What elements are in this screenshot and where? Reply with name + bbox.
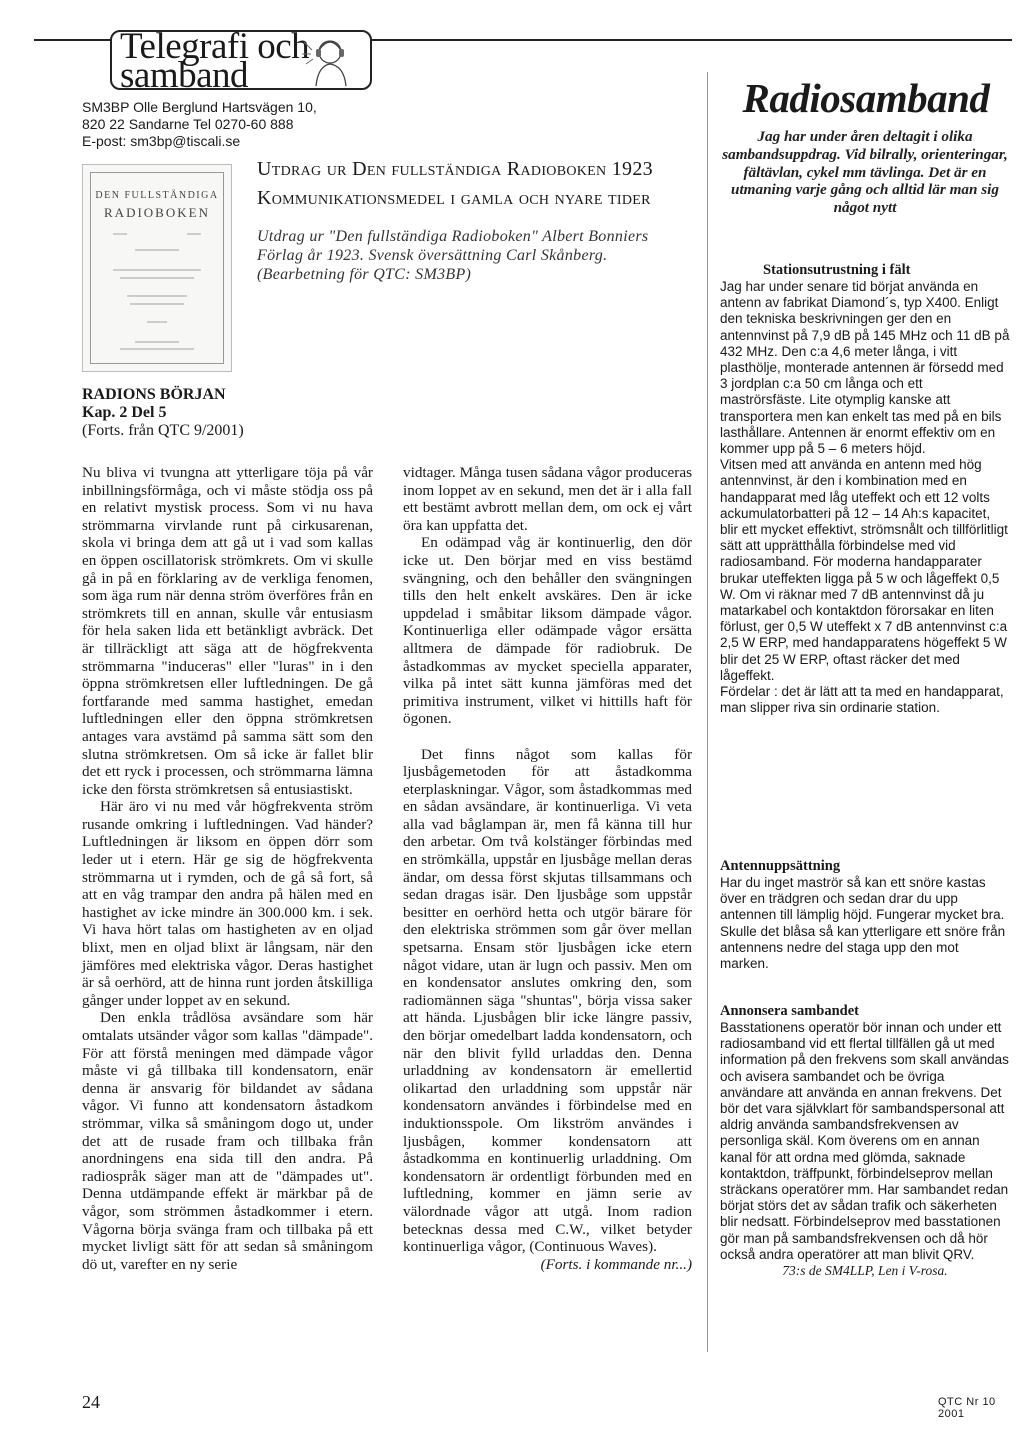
- column-divider: [707, 72, 708, 1352]
- sidebar-intro: Jag har under åren deltagit i olika sambandsuppdrag. Vid bilrally, orienteringar, fältävlan, cykel mm tävlinga. Det är en utmaning varje gång och alltid lär man sig något nytt: [722, 128, 1008, 217]
- chapter-title: RADIONS BÖRJAN: [82, 386, 226, 403]
- article-heading-line2: Kommunikationsmedel i gamla och nyare tider: [257, 187, 651, 209]
- section-text: Jag har under senare tid börjat använda en antenn av fabrikat Diamond´s, typ X400. Enligt den tekniska beskrivningen ger den en antennvinst på 7,9 dB på 145 MHz och 11 dB på 432 MHz. Den c:a 4,6 meter långa, i vitt plasthölje, monterade antennen är försedd med 3 jordplan c:a 50 cm långa och ett maströrsfäste. Lite otymplig kanske att transportera men kan enkelt tas med på en bils lasthållare. Antennen är enormt effektiv om en kommer upp på 5 – 6 meters höjd. Vitsen med att använda en antenn med hög antennvinst, är den i kombination med en handapparat med låg uteffekt och ett 12 volts ackumulatorbatteri på 12 – 14 Ah:s kapacitet, blir ett mycket effektivt, strömsnålt och tillförlitligt sätt att upprätthålla förbindelse med vid radiosamband. För moderna handapparater brukar uteffekten ligga på 5 w och lågeffekt 0,5 W. Om vi räknar med 7 dB antennvinst då ju matarkabel och kontaktdon förorsakar en liten förlust, ger 0,5 W uteffekt x 7 dB antennvinst c:a 2,5 W ERP, med handapparatens högeffekt 5 W blir det 25 W ERP, oftast räcker det med lågeffekt. Fördelar : det är lätt att ta med en handapparat, man slipper riva sin ordinarie station.: [720, 279, 1010, 716]
- article-heading: [257, 155, 653, 213]
- paragraph: Här äro vi nu med vår högfrekventa ström rusande omkring i luftledningen. Vad händer? Luftledningen är liksom en öppen dörr som leder ut i etern. Här ge sig de högfrekventa strömmarna ut i rymden, och de gå så fort, så att en våg trampar den andra på hälen med en hastighet av icke mindre än 300.000 km. i sek. Vi hava hört talas om hastigheten av en oljad blixt, men en oljad blixt är långsam, när den jämföres med elektriska vågor. Deras hastighet är så oerhörd, att de hinna runt jorden åtskilliga gånger under loppet av en sekund.: [82, 798, 373, 1009]
- sidebar-section-equipment: [720, 262, 1010, 716]
- section-text: Har du inget maströr så kan ett snöre kastas över en trädgren och sedan drar du upp antennen till lämplig höjd. Fungerar mycket bra. Skulle det blåsa så kan ytterligare ett snöre från antennens nedre del staga upp den mot marken.: [720, 875, 1006, 972]
- sidebar-section-antenna: [720, 858, 1010, 972]
- sidebar-section-announce: [720, 1003, 1010, 1279]
- author-contact: SM3BP Olle Berglund Hartsvägen 10, 820 22 Sandarne Tel 0270-60 888 E-post: sm3bp@tiscali.se: [82, 99, 317, 149]
- paragraph: En odämpad våg är kontinuerlig, den dör icke ut. Den börjar med en viss bestämd svängning, och den behåller den svängningen tills den helt enkelt avskäres. Den är icke uppdelad i småbitar liksom dämpade vågor. Kontinuerliga eller odämpade vågor ersätta alltmera de dämpade för radiobruk. De åstadkommas av mycket speciella apparater, vilka på intet sätt kunna jämföras med det primitiva instrument, vilket vi hittills haft för ögonen.: [403, 534, 692, 728]
- article-column-2: [403, 464, 692, 1273]
- telegraph-operator-icon: [296, 32, 362, 88]
- section-title-line1: Telegrafi och: [120, 26, 310, 67]
- section-heading: Stationsutrustning i fält: [763, 262, 911, 278]
- section-text: Basstationens operatör bör innan och under ett radiosamband vid ett flertal tillfällen gå ut med information på den frekvens som skall användas och avisera sambandet och be övriga användare att använda en annan frekvens. Det bör det vara självklart för sambandspersonal att aldrig använda sambandsfrekvensen av personliga skäl. Kom överens om en annan kanal för att ordna med glömda, saknade kontaktdon, träffpunkt, förbindelseprov mellan sträckans operatörer mm. Har sambandet redan börjat störs det av sådan trafik och säkerheten blir nedsatt. Förbindelseprov med basstationen gör man på sambandsfrekvensen och då hör också andra operatörer att man blivit QRV.: [720, 1020, 1009, 1262]
- book-cover-line2: RADIOBOKEN: [104, 205, 210, 220]
- article-intro: Utdrag ur "Den fullständiga Radioboken" Albert Bonniers Förlag år 1923. Svensk översättning Carl Skånberg. (Bearbetning för QTC: SM3BP): [257, 228, 649, 283]
- section-heading: Annonsera sambandet: [720, 1003, 859, 1019]
- paragraph: Den enkla trådlösa avsändare som här omtalats utsänder vågor som kallas "dämpade". För att förstå meningen med dämpade vågor måste vi gå tillbaka till kondensatorn, enär denna är ansvarig för bildandet av sådana vågor. Vi funno att kondensatorn åstadkom strömmar, vilka så småningom dogo ut, under det att de rusade fram och tillbaka från anordningens ena sida till den andra. På radiospråk säger man att de "dämpades ut". Denna utdämpande effekt är märkbar på de vågor, som strömmen åstadkommer i etern. Vågorna börja svänga fram och tillbaka på ett mycket livligt sätt för att sedan så småningom dö ut, varefter en ny serie: [82, 1009, 373, 1273]
- paragraph: vidtager. Många tusen sådana vågor produceras inom loppet av en sekund, men det är i alla fall ett bestämt avbrott mellan dem, om ock ej vårt öra kan uppfatta det.: [403, 464, 692, 534]
- paragraph-spacer: [403, 728, 692, 746]
- paragraph: Nu bliva vi tvungna att ytterligare töja på vår inbillningsförmåga, och vi måste stödja oss på en relativt mystisk process. Som vi nu hava strömmarna virvlande runt på cirkusarenan, skola vi bringa dem att gå ut i vad som kallas en öppen oscillatorisk strömkrets. Om vi skulle gå in på en förklaring av de verkliga fenomen, som äga rum när denna ström överföres från en strömkrets till en annan, skulle vår entusiasm för hela saken lida ett betänkligt avbräck. Det är tillräckligt att säga att de högfrekventa strömmarna "induceras" eller "luras" in i den öppna strömkretsen eller luftledningen. De gå fortfarande med samma hastighet, emedan luftledningen eller den öppna strömkretsen antages vara avstämd på samma sätt som den slutna strömkretsen. Om så icke är fallet blir det ett ryck i processen, och strömmarna lämna icke den första strömkretsen så entusiastiskt.: [82, 464, 373, 798]
- book-cover-image: [82, 164, 232, 372]
- book-cover-line1: DEN FULLSTÄNDIGA: [95, 190, 219, 201]
- chapter-number: Kap. 2 Del 5: [82, 404, 167, 421]
- continued-note: (Forts. i kommande nr...): [540, 1255, 692, 1273]
- signature: 73:s de SM4LLP, Len i V-rosa.: [782, 1263, 948, 1279]
- continued-from: (Forts. från QTC 9/2001): [82, 422, 244, 439]
- sidebar-title: Radiosamband: [742, 75, 990, 121]
- paragraph: Det finns något som kallas för ljusbågemetoden för att åstadkomma eterplaskningar. Vågor, som åstadkommas med en sådan avsändare, är kontinuerliga. Vi veta alla vad båglampan är, men få känna till hur den arbetar. Om två kolstänger förbindas med en strömkälla, uppstår en ljusbåge mellan deras ändar, om dessa först skjutas tillsammans och sedan dragas isär. Den ljusbåge som uppstår besitter en oerhörd hetta och utgör bärare för den elektriska strömmen som går över mellan spetsarna. Ensam stör ljusbågen icke etern något vidare, utan är lugn och passiv. Men om en kondensator anslutes omkring den, som radiomännen säga "shuntas", börja vissa saker att hända. Ljusbågen blir icke längre passiv, den börjar omedelbart ladda kondensatorn, och när den blivit fylld urladdas den. Denna urladdning av kondensatorn är emellertid olikartad den urladdning som uppstår när kondensatorn användes i förbindelse med en induktionsspole. Om likström användes i ljusbågen, kommer kondensatorn att åstadkomma en kontinuerlig urladdning. Om kondensatorn är ordentligt förbunden med en luftledning, kommer en jämn serie av välordnade vågor att utgå. Inom radion betecknas dessa med C.W., vilket betyder kontinuerliga vågor, (Continuous Waves).: [403, 745, 692, 1256]
- header-rule: [372, 39, 1012, 41]
- article-heading-line1: Utdrag ur Den fullständiga Radioboken 1923: [257, 158, 653, 180]
- section-heading: Antennuppsättning: [720, 858, 841, 874]
- header-rule-left: [34, 39, 112, 41]
- article-column-1: [82, 464, 373, 1273]
- chapter-info: [82, 386, 244, 440]
- section-title-line2: samband: [120, 55, 249, 96]
- page-number: 24: [82, 1392, 100, 1412]
- issue-footer: QTC Nr 10 2001: [938, 1396, 996, 1420]
